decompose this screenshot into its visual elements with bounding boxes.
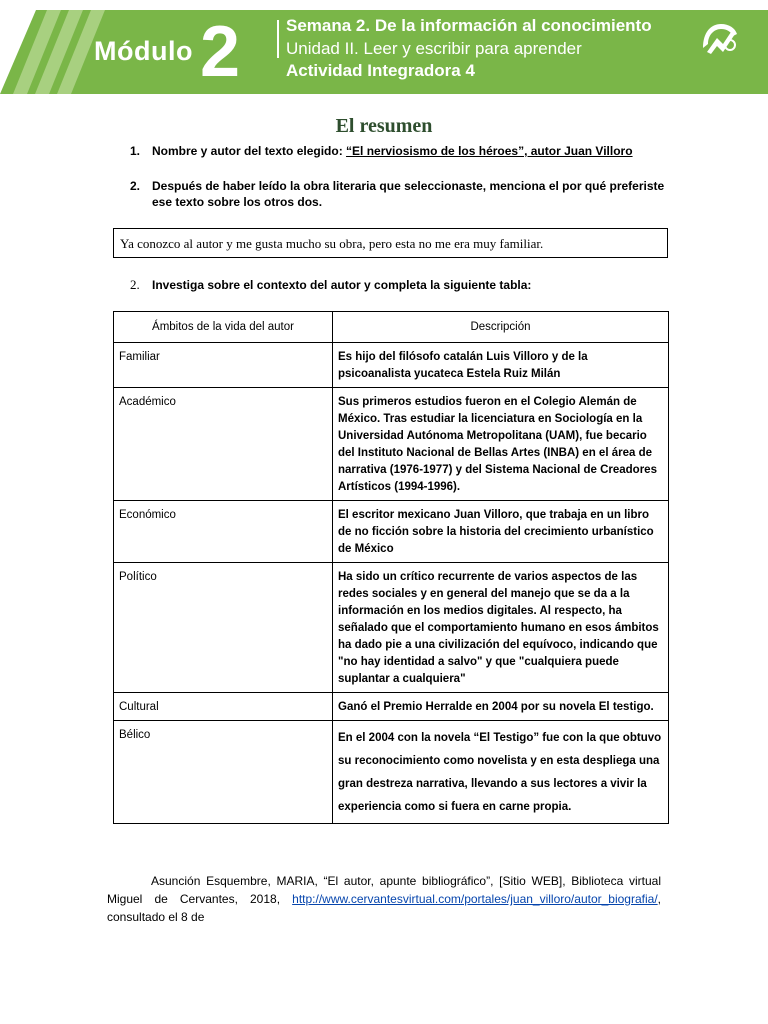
- unit-title: Unidad II. Leer y escribir para aprender: [286, 39, 582, 58]
- header-divider: [277, 20, 279, 58]
- table-cell-descripcion: El escritor mexicano Juan Villoro, que trabaja en un libro de no ficción sobre la historia del crecimiento urbanístico de México: [333, 501, 669, 563]
- bibliography: [107, 872, 661, 926]
- table-header-row: [114, 312, 669, 343]
- bibliography-consulted: , consultado el 8 de: [107, 892, 661, 924]
- table-row: [114, 388, 669, 501]
- activity-title: Actividad Integradora 4: [286, 61, 475, 80]
- table-cell-descripcion: En el 2004 con la novela “El Testigo” fue con la que obtuvo su reconocimiento como novelista y en esta despliega una gran destreza narrativa, llevando a sus lectores a vivir la experiencia como si fuera en carne propia.: [333, 721, 669, 824]
- table-cell-ambito: Político: [114, 563, 333, 693]
- table-cell-ambito: Bélico: [114, 721, 333, 824]
- table-cell-descripcion: Ha sido un crítico recurrente de varios aspectos de las redes sociales y en general del manejo que se da a la información en los medios digitales. Al respecto, ha señalado que el comportamiento humano en esos ámbitos ha dado pie a una civilización del equívoco, indicando que "no hay identidad a salvo" y que "cualquiera puede suplantar a cualquiera": [333, 563, 669, 693]
- question-3-text: Investiga sobre el contexto del autor y completa la siguiente tabla:: [152, 278, 532, 292]
- table-cell-ambito: Cultural: [114, 693, 333, 721]
- author-context-table: [113, 311, 669, 824]
- header-banner: [0, 0, 768, 94]
- question-1-number: 1.: [130, 144, 141, 158]
- question-2-line-2: ese texto sobre los otros dos.: [152, 195, 323, 209]
- question-1-answer: “El nerviosismo de los héroes”, autor Juan Villoro: [346, 144, 633, 158]
- table-row: [114, 563, 669, 693]
- prepa-en-linea-sep-logo-icon: [697, 18, 741, 58]
- table-cell-ambito: Familiar: [114, 343, 333, 388]
- bibliography-link[interactable]: http://www.cervantesvirtual.com/portales/juan_villoro/autor_biografia/: [292, 892, 658, 906]
- table-row: [114, 343, 669, 388]
- table-cell-descripcion: Ganó el Premio Herralde en 2004 por su novela El testigo.: [333, 693, 669, 721]
- page-title: El resumen: [335, 115, 433, 137]
- table-row: [114, 501, 669, 563]
- table-row: [114, 721, 669, 824]
- question-2-number: 2.: [130, 179, 141, 193]
- question-2-text: [152, 178, 672, 210]
- module-number: 2: [200, 12, 241, 92]
- module-word: Módulo: [94, 36, 193, 66]
- table-cell-ambito: Económico: [114, 501, 333, 563]
- question-1-label: Nombre y autor del texto elegido:: [152, 144, 347, 158]
- answer-2-box: Ya conozco al autor y me gusta mucho su obra, pero esta no me era muy familiar.: [113, 228, 668, 258]
- question-2-line-1: Después de haber leído la obra literaria que seleccionaste, menciona el por qué preferiste: [152, 179, 665, 193]
- question-2: [130, 178, 670, 212]
- question-3-number: 2.: [130, 277, 140, 292]
- bibliography-text: Asunción Esquembre, MARIA, “El autor, apunte bibliográfico”, [Sitio WEB], Biblioteca virtual Miguel de Cervantes, 2018,: [107, 874, 661, 906]
- table-header-descripcion: Descripción: [333, 312, 669, 343]
- week-title: Semana 2. De la información al conocimiento: [286, 16, 652, 35]
- question-1-text: [152, 143, 633, 159]
- table-row: [114, 693, 669, 721]
- table-header-ambitos: Ámbitos de la vida del autor: [114, 312, 333, 343]
- table-cell-descripcion: Es hijo del filósofo catalán Luis Villoro y de la psicoanalista yucateca Estela Ruiz Milán: [333, 343, 669, 388]
- table-cell-descripcion: Sus primeros estudios fueron en el Colegio Alemán de México. Tras estudiar la licenciatura en Sociología en la Universidad Autónoma Metropolitana (UAM), fue becario del Instituto Nacional de Bellas Artes (INBA) en el área de narrativa (1976-1977) y del Sistema Nacional de Creadores Artísticos (1994-1996).: [333, 388, 669, 501]
- table-cell-ambito: Académico: [114, 388, 333, 501]
